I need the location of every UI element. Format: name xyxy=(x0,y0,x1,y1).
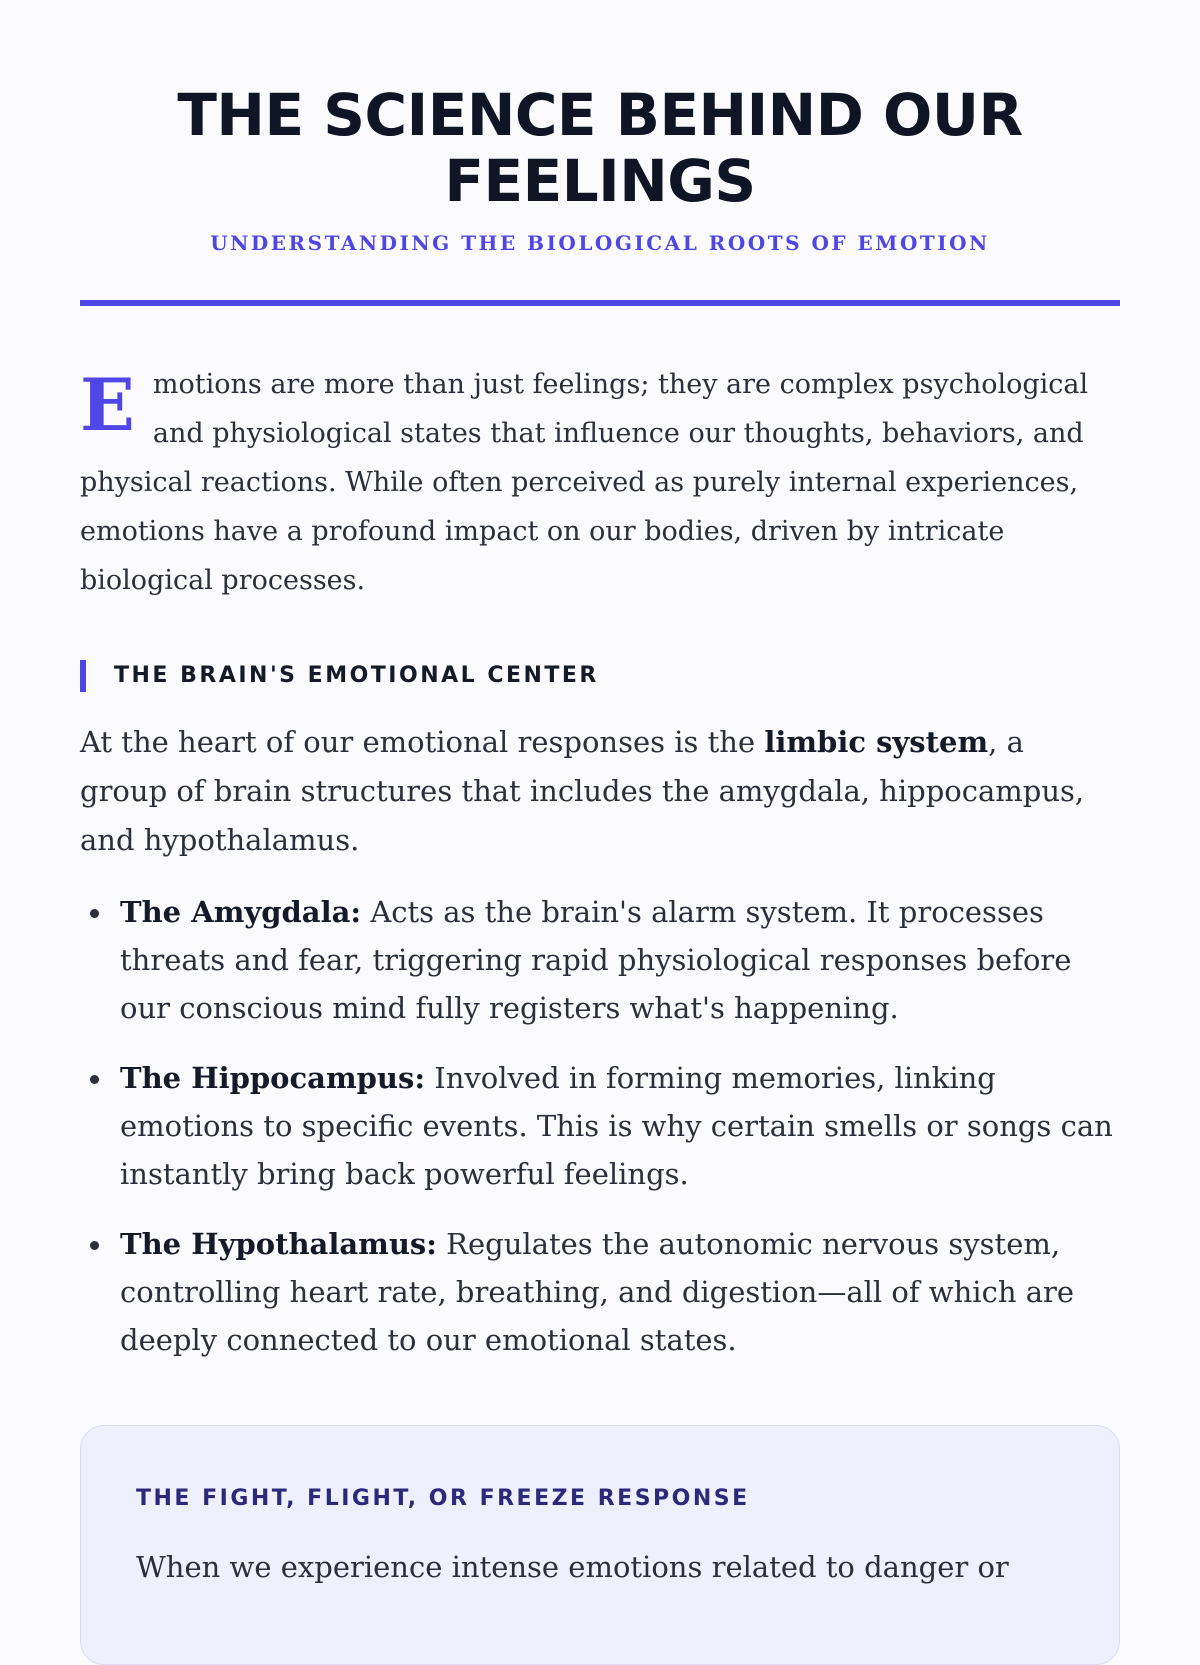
fight-flight-callout xyxy=(80,1425,1120,1665)
intro-paragraph xyxy=(80,360,1120,605)
section-heading-brain: THE BRAIN'S EMOTIONAL CENTER xyxy=(80,660,1120,692)
list-item-amygdala xyxy=(80,888,1120,1032)
header-divider xyxy=(80,300,1120,306)
limbic-term: limbic system xyxy=(764,725,989,759)
limbic-text-start: At the heart of our emotional responses is the xyxy=(80,725,765,759)
list-item-hippocampus xyxy=(80,1054,1120,1198)
list-item-term: The Hypothalamus: xyxy=(120,1227,437,1261)
list-item-desc: Involved in forming memories, linking emotions to specific events. This is why certain smells or songs can instantly bring back powerful feelings. xyxy=(120,1061,1113,1191)
drop-cap: E xyxy=(80,362,135,447)
callout-text: When we experience intense emotions related to danger or xyxy=(136,1550,1009,1584)
list-item-term: The Amygdala: xyxy=(120,895,362,929)
limbic-text-end: , a group of brain structures that includes the amygdala, hippocampus, and hypothalamus. xyxy=(80,725,1085,857)
intro-text: motions are more than just feelings; they are complex psychological and physiological states that influence our thoughts, behaviors, and physical reactions. While often perceived as purely internal experiences, emotions have a profound impact on our bodies, driven by intricate biological processes. xyxy=(80,369,1089,596)
list-item-hypothalamus xyxy=(80,1220,1120,1364)
list-item-term: The Hippocampus: xyxy=(120,1061,426,1095)
list-item-desc: Acts as the brain's alarm system. It processes threats and fear, triggering rapid physiological responses before our conscious mind fully registers what's happening. xyxy=(120,895,1072,1025)
brain-structures-list xyxy=(80,888,1120,1386)
page-subtitle: UNDERSTANDING THE BIOLOGICAL ROOTS OF EMOTION xyxy=(210,231,990,255)
page-title: THE SCIENCE BEHIND OUR FEELINGS xyxy=(177,81,1023,215)
callout-title: THE FIGHT, FLIGHT, OR FREEZE RESPONSE xyxy=(136,1486,750,1511)
list-item-desc: Regulates the autonomic nervous system, controlling heart rate, breathing, and digestion—all of which are deeply connected to our emotional states. xyxy=(120,1227,1075,1357)
limbic-paragraph xyxy=(80,718,1120,865)
